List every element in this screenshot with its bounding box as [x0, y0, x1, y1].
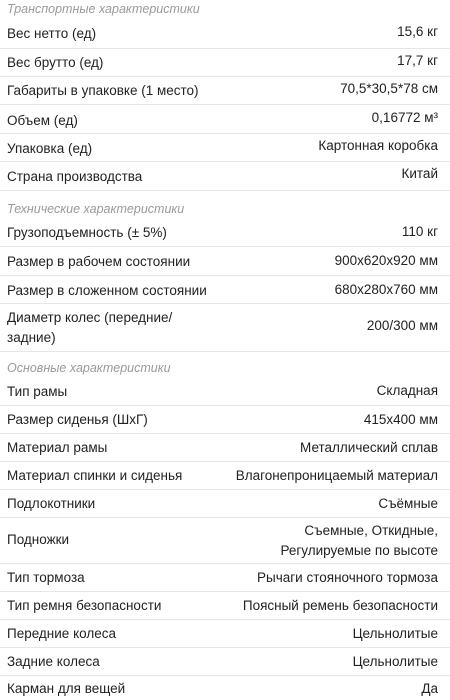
spec-label: Упаковка (ед) [7, 141, 93, 156]
spec-row [0, 518, 450, 564]
spec-label: Подлокотники [7, 496, 96, 511]
spec-label: Тип тормоза [7, 570, 85, 585]
spec-row [0, 220, 450, 247]
spec-row [0, 304, 450, 350]
spec-row [0, 276, 450, 304]
spec-value: Съёмные [378, 496, 438, 511]
spec-label: Тип рамы [7, 384, 68, 399]
spec-row [0, 77, 450, 105]
spec-value: Да [421, 681, 438, 696]
spec-label: Грузоподъемность (± 5%) [7, 225, 167, 240]
spec-value: 70,5*30,5*78 см [340, 81, 438, 96]
spec-label: Вес брутто (ед) [7, 55, 104, 70]
spec-value: Цельнолитые [352, 626, 438, 641]
spec-label: Материал рамы [7, 440, 108, 455]
spec-value: 110 кг [401, 224, 438, 239]
spec-row [0, 434, 450, 462]
spec-row [0, 648, 450, 676]
spec-value: Рычаги стояночного тормоза [257, 570, 438, 585]
spec-label: Объем (ед) [7, 113, 78, 128]
section-title-technical: Технические характеристики [7, 202, 185, 216]
spec-label: Передние колеса [7, 626, 116, 641]
spec-label: Вес нетто (ед) [7, 26, 97, 41]
spec-row [0, 378, 450, 406]
spec-label: Габариты в упаковке (1 место) [7, 83, 199, 98]
spec-row [0, 676, 450, 700]
spec-value: Съемные, Откидные, Регулируемые по высоте [280, 523, 438, 558]
spec-row [0, 564, 450, 592]
spec-label: Размер в рабочем состоянии [7, 254, 191, 269]
spec-label: Материал спинки и сиденья [7, 468, 183, 483]
section-title-transport: Транспортные характеристики [7, 2, 200, 16]
spec-label: Карман для вещей [7, 681, 126, 696]
spec-value: Поясный ремень безопасности [242, 598, 438, 613]
spec-label: Задние колеса [7, 654, 100, 669]
spec-label: Тип ремня безопасности [7, 598, 162, 613]
spec-value: 200/300 мм [366, 318, 438, 333]
spec-value: 415x400 мм [363, 412, 438, 427]
spec-row [0, 162, 450, 191]
spec-row [0, 20, 450, 49]
spec-value: 17,7 кг [397, 53, 438, 68]
spec-row [0, 406, 450, 434]
spec-value: 15,6 кг [397, 24, 438, 39]
spec-row [0, 105, 450, 134]
spec-value: Цельнолитые [352, 654, 438, 669]
spec-label: Размер сиденья (ШxГ) [7, 412, 148, 427]
spec-row [0, 134, 450, 162]
spec-row [0, 462, 450, 490]
spec-value: 680x280x760 мм [334, 282, 438, 297]
section-title-main: Основные характеристики [7, 361, 171, 375]
spec-value: Складная [376, 383, 438, 398]
spec-row [0, 592, 450, 620]
spec-row [0, 490, 450, 518]
spec-value: Металлический сплав [300, 440, 438, 455]
spec-label: Диаметр колес (передние/ задние) [7, 310, 173, 345]
spec-value: Картонная коробка [318, 138, 438, 153]
spec-value: 900x620x920 мм [334, 253, 438, 268]
spec-row [0, 49, 450, 77]
spec-label: Страна производства [7, 169, 143, 184]
spec-row [0, 620, 450, 648]
spec-value: Китай [401, 166, 438, 181]
spec-label: Подножки [7, 532, 70, 547]
spec-value: 0,16772 м³ [371, 110, 438, 125]
spec-label: Размер в сложенном состоянии [7, 283, 207, 298]
spec-row [0, 247, 450, 276]
spec-value: Влагонепроницаемый материал [235, 468, 438, 483]
section-divider [0, 351, 450, 352]
